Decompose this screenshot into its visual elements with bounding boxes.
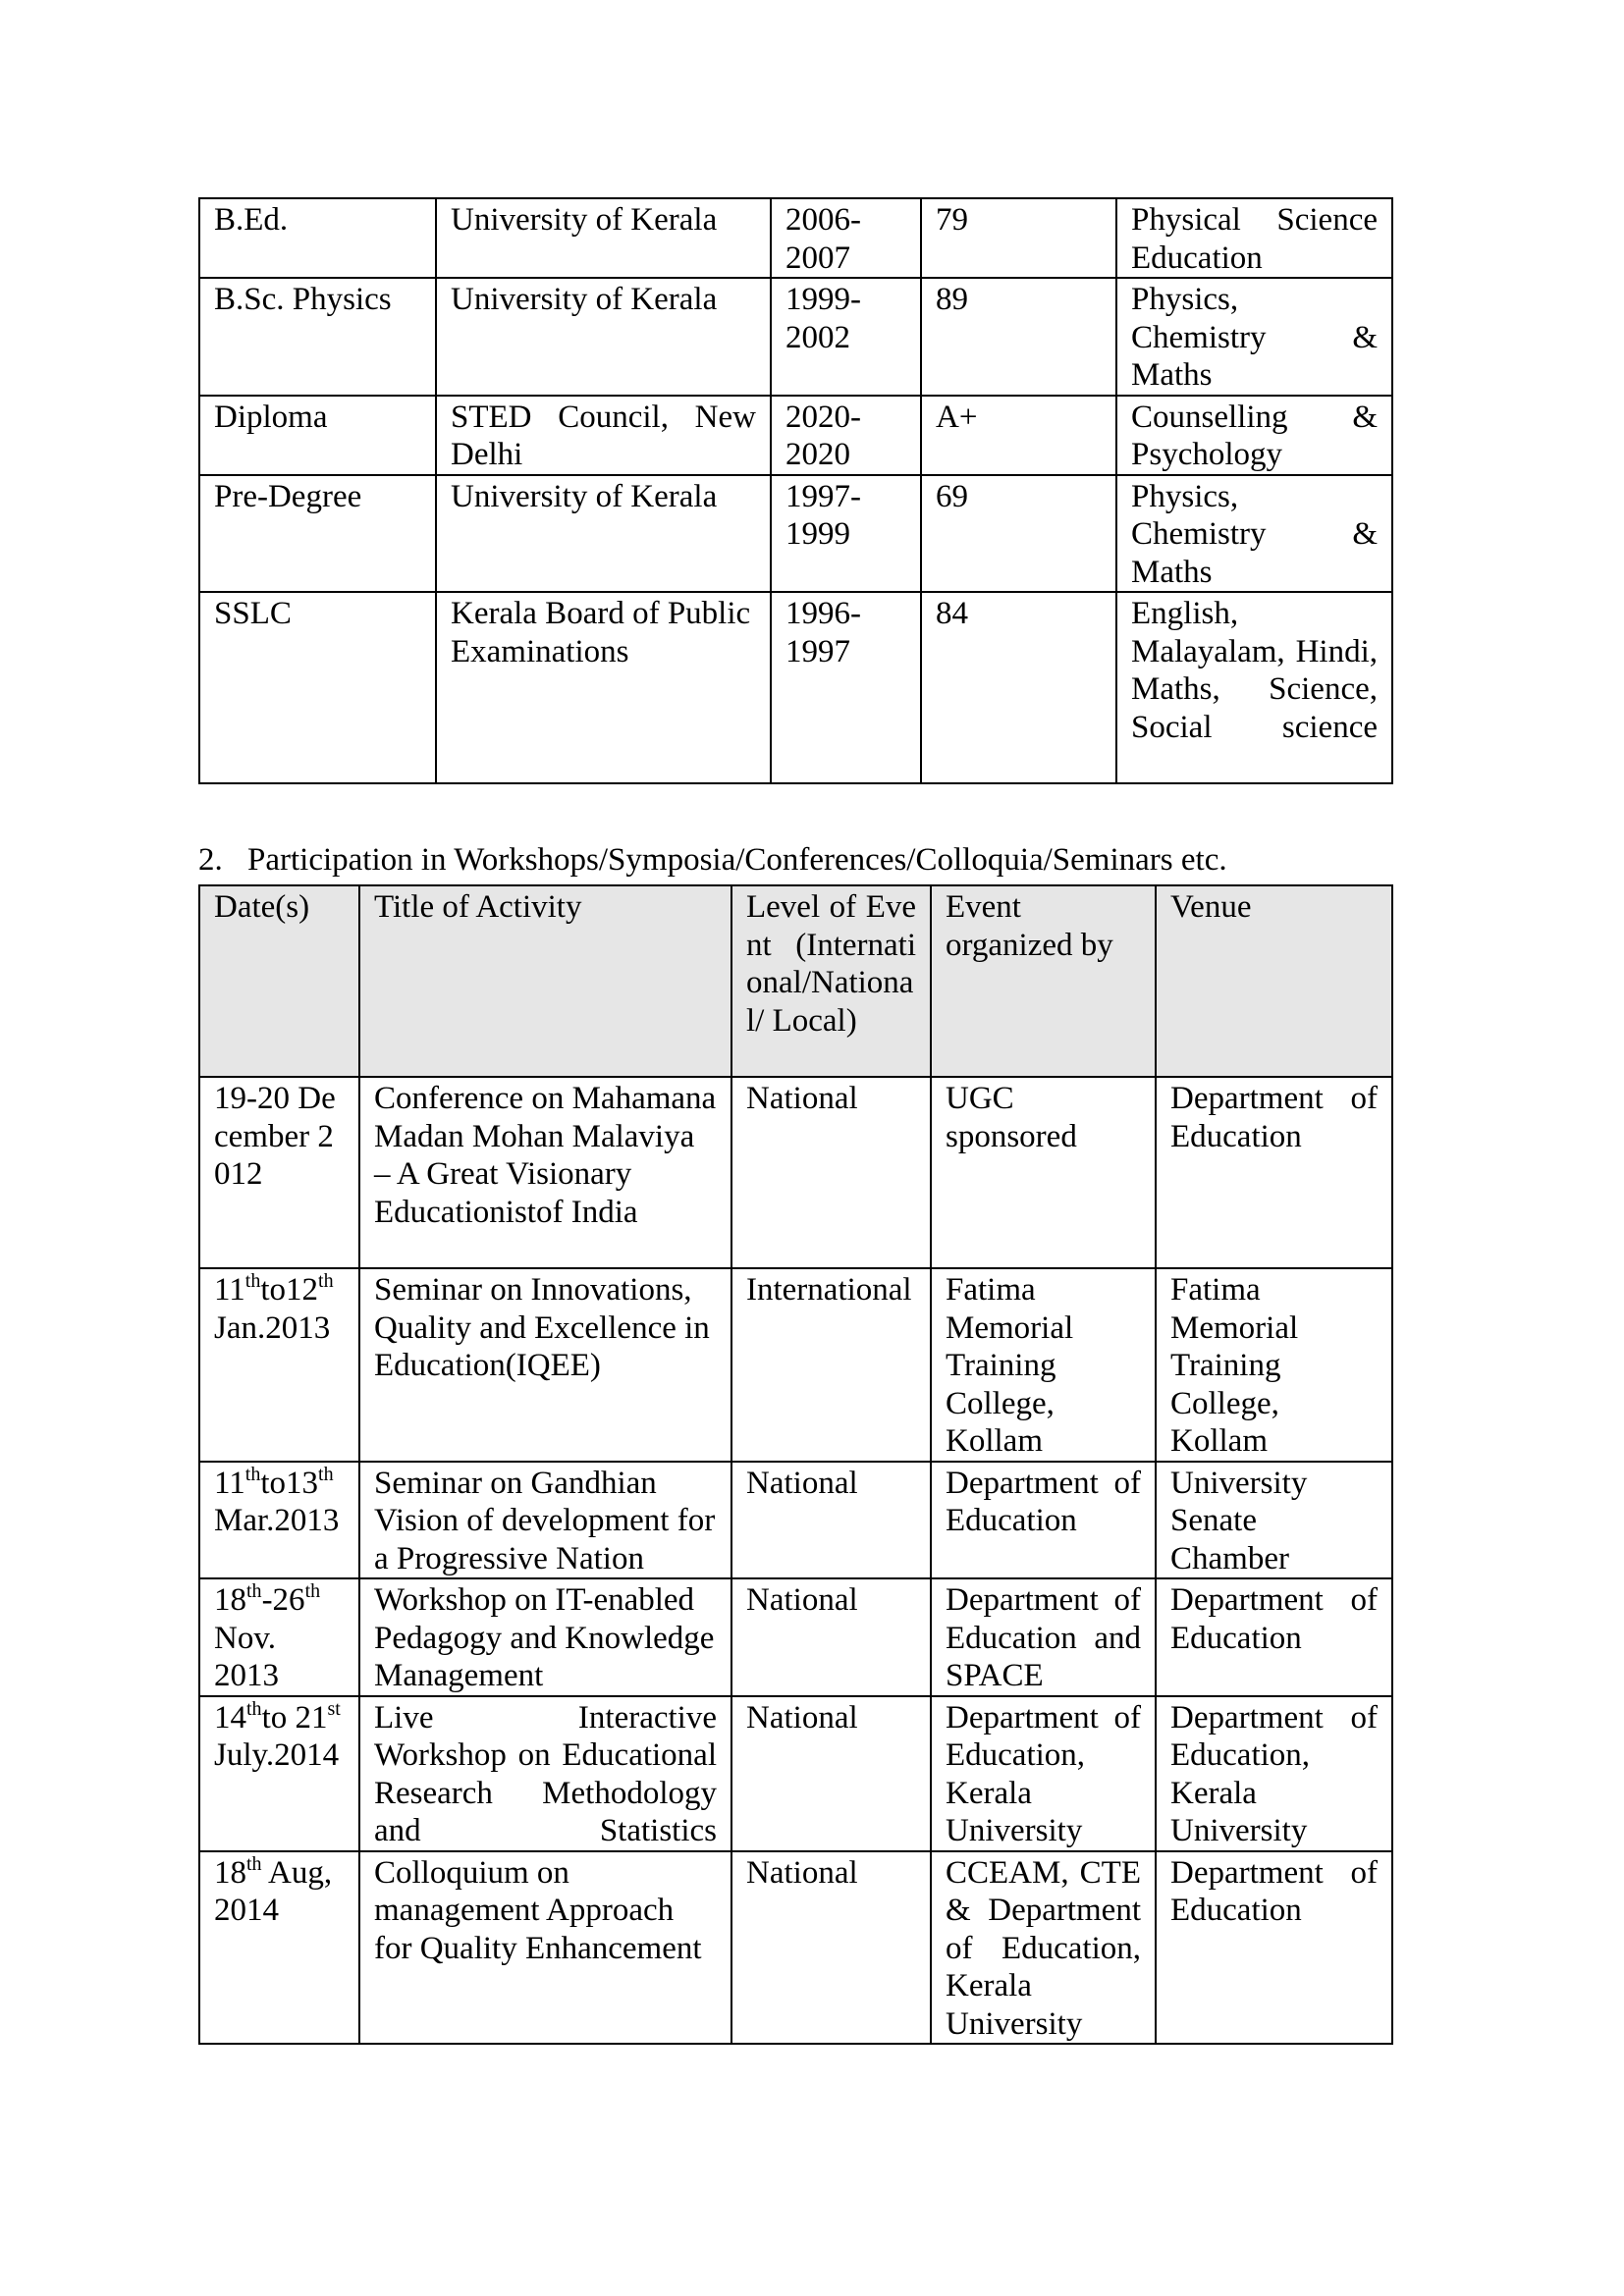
organizer-cell: Department of Education, Kerala University <box>931 1696 1156 1851</box>
date-text: Nov. 2013 <box>214 1620 279 1693</box>
degree-cell: B.Sc. Physics <box>199 278 436 396</box>
organizer-cell: CCEAM, CTE & Department of Education, Kerala University <box>931 1851 1156 2045</box>
institution-cell: University of Kerala <box>436 198 771 278</box>
date-text: 18 <box>214 1854 246 1891</box>
degree-cell: SSLC <box>199 592 436 783</box>
organizer-cell: Department of Education <box>931 1462 1156 1579</box>
level-cell: National <box>731 1077 931 1268</box>
institution-cell: STED Council, New Delhi <box>436 396 771 475</box>
degree-cell: B.Ed. <box>199 198 436 278</box>
title-cell: Colloquium on management Approach for Quality Enhancement <box>359 1851 731 2045</box>
date-text: Mar.2013 <box>214 1503 340 1538</box>
table-row <box>199 1077 1392 1268</box>
table-row <box>199 1578 1392 1696</box>
header-organizer: Event organized by <box>931 885 1156 1077</box>
date-cell <box>199 1696 359 1851</box>
header-level: Level of Event (International/National/ Local) <box>731 885 931 1077</box>
section-title: Participation in Workshops/Symposia/Conferences/Colloquia/Seminars etc. <box>247 842 1227 878</box>
date-suffix: st <box>327 1697 341 1720</box>
date-text: 11 <box>214 1465 245 1501</box>
year-cell: 2006-2007 <box>771 198 921 278</box>
table-row <box>199 1462 1392 1579</box>
header-venue: Venue <box>1156 885 1392 1077</box>
level-cell: National <box>731 1462 931 1579</box>
date-text: -26 <box>261 1582 305 1618</box>
year-cell: 2020-2020 <box>771 396 921 475</box>
organizer-cell: Department of Education and SPACE <box>931 1578 1156 1696</box>
date-suffix: th <box>246 1852 262 1875</box>
date-suffix: th <box>304 1580 321 1602</box>
table-row <box>199 198 1392 278</box>
subjects-cell: Physics, Chemistry & Maths <box>1116 475 1392 593</box>
date-suffix: th <box>244 1463 261 1485</box>
venue-cell: University Senate Chamber <box>1156 1462 1392 1579</box>
title-cell: Seminar on Gandhian Vision of development for a Progressive Nation <box>359 1462 731 1579</box>
table-row <box>199 1268 1392 1462</box>
marks-cell: 89 <box>921 278 1116 396</box>
date-text: Aug,2014 <box>214 1854 333 1928</box>
level-cell: National <box>731 1696 931 1851</box>
participation-table <box>198 884 1393 2045</box>
date-text: 18 <box>214 1582 246 1618</box>
organizer-cell: Fatima Memorial Training College, Kollam <box>931 1268 1156 1462</box>
header-title: Title of Activity <box>359 885 731 1077</box>
date-cell <box>199 1578 359 1696</box>
date-cell <box>199 1268 359 1462</box>
header-dates: Date(s) <box>199 885 359 1077</box>
table-row <box>199 1851 1392 2045</box>
title-cell: Live Interactive Workshop on Educational Research Methodology and Statistics <box>359 1696 731 1851</box>
date-text: 14 <box>214 1699 246 1735</box>
title-cell: Seminar on Innovations, Quality and Excellence in Education(IQEE) <box>359 1268 731 1462</box>
venue-cell: Department of Education <box>1156 1851 1392 2045</box>
marks-cell: 84 <box>921 592 1116 783</box>
date-text: to 21 <box>261 1699 328 1735</box>
institution-cell: University of Kerala <box>436 475 771 593</box>
year-cell: 1996-1997 <box>771 592 921 783</box>
title-cell: Workshop on IT-enabled Pedagogy and Knowledge Management <box>359 1578 731 1696</box>
date-text: to13 <box>260 1465 319 1501</box>
marks-cell: 79 <box>921 198 1116 278</box>
table-row <box>199 396 1392 475</box>
table-row <box>199 278 1392 396</box>
venue-cell: Department of Education <box>1156 1077 1392 1268</box>
date-text: 11 <box>214 1272 245 1308</box>
subjects-cell: Physical Science Education <box>1116 198 1392 278</box>
table-row <box>199 475 1392 593</box>
date-cell <box>199 1851 359 2045</box>
subjects-cell: Counselling & Psychology <box>1116 396 1392 475</box>
education-table <box>198 197 1393 784</box>
level-cell: National <box>731 1578 931 1696</box>
level-cell: International <box>731 1268 931 1462</box>
section-number: 2. <box>198 842 223 878</box>
table-row <box>199 1696 1392 1851</box>
date-suffix: th <box>318 1463 334 1485</box>
venue-cell: Fatima Memorial Training College, Kollam <box>1156 1268 1392 1462</box>
marks-cell: A+ <box>921 396 1116 475</box>
institution-cell: University of Kerala <box>436 278 771 396</box>
date-text: Jan.2013 <box>214 1309 331 1346</box>
venue-cell: Department of Education, Kerala University <box>1156 1696 1392 1851</box>
year-cell: 1999-2002 <box>771 278 921 396</box>
date-suffix: th <box>244 1270 261 1292</box>
institution-cell: Kerala Board of Public Examinations <box>436 592 771 783</box>
level-cell: National <box>731 1851 931 2045</box>
degree-cell: Diploma <box>199 396 436 475</box>
date-suffix: th <box>246 1580 262 1602</box>
section-heading <box>198 840 1227 880</box>
date-suffix: th <box>318 1270 334 1292</box>
date-text: to12 <box>260 1272 319 1308</box>
date-cell: 19-20 December 2012 <box>199 1077 359 1268</box>
date-suffix: th <box>246 1697 262 1720</box>
organizer-cell: UGC sponsored <box>931 1077 1156 1268</box>
degree-cell: Pre-Degree <box>199 475 436 593</box>
table-header-row <box>199 885 1392 1077</box>
title-cell: Conference on Mahamana Madan Mohan Malaviya – A Great Visionary Educationistof India <box>359 1077 731 1268</box>
venue-cell: Department of Education <box>1156 1578 1392 1696</box>
marks-cell: 69 <box>921 475 1116 593</box>
table-row <box>199 592 1392 783</box>
date-cell <box>199 1462 359 1579</box>
year-cell: 1997-1999 <box>771 475 921 593</box>
subjects-cell: Physics, Chemistry & Maths <box>1116 278 1392 396</box>
subjects-cell: English, Malayalam, Hindi, Maths, Science, Social science <box>1116 592 1392 783</box>
date-text: July.2014 <box>214 1737 340 1773</box>
